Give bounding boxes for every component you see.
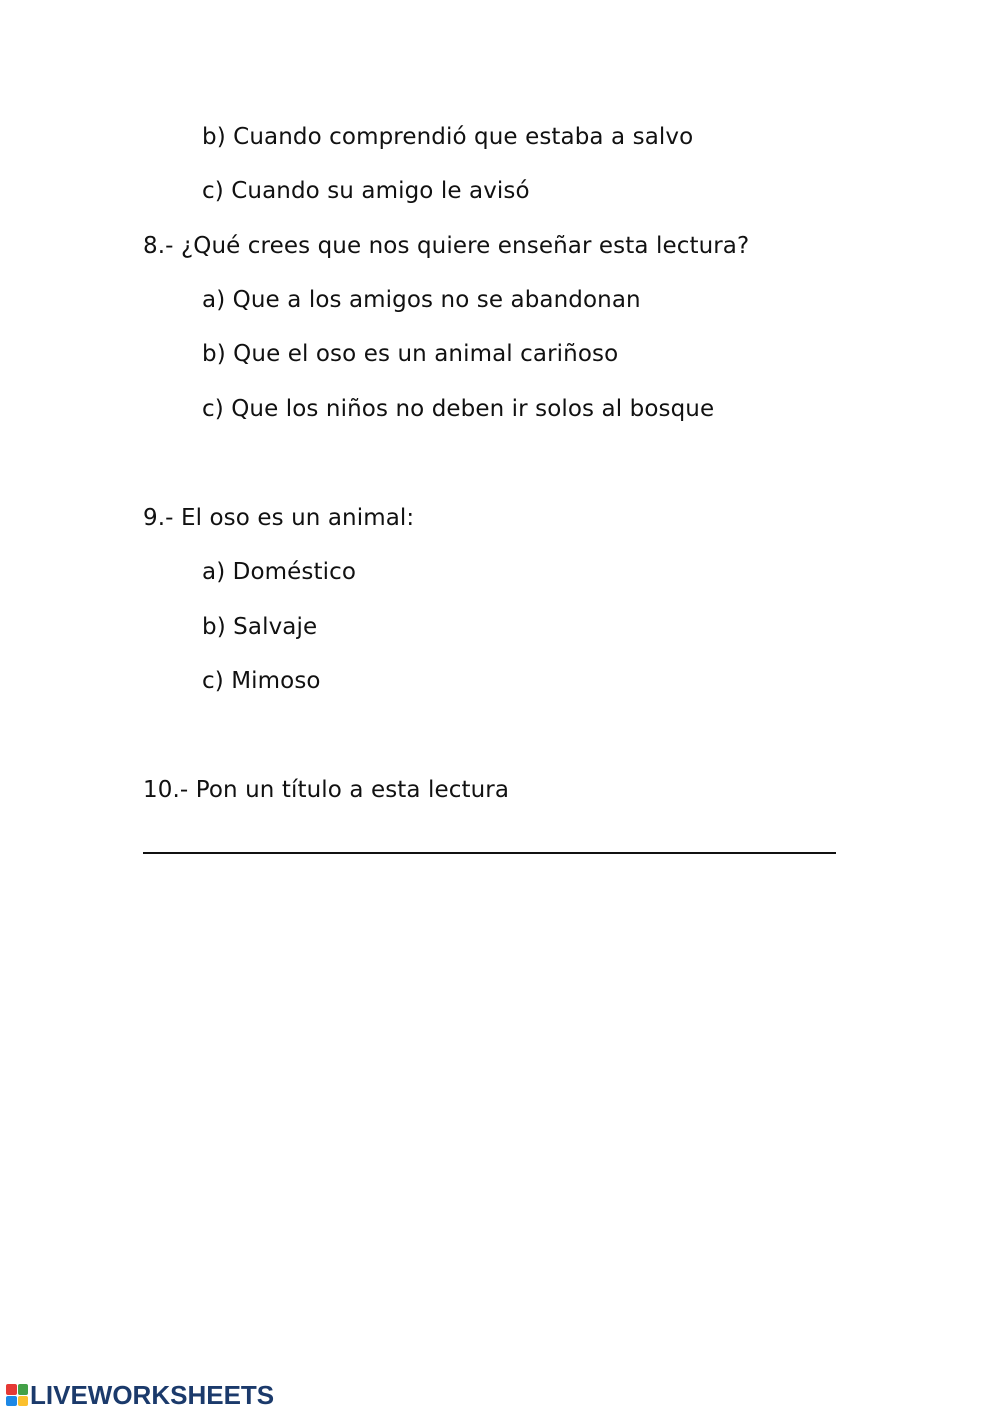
liveworksheets-logo <box>6 1380 274 1410</box>
q8-option-b[interactable]: b) Que el oso es un animal cariñoso <box>202 341 619 367</box>
q7-option-c[interactable]: c) Cuando su amigo le avisó <box>202 178 530 204</box>
liveworksheets-logo-icon <box>6 1384 28 1406</box>
q7-option-b[interactable]: b) Cuando comprendió que estaba a salvo <box>202 124 694 150</box>
logo-square-green <box>18 1384 29 1395</box>
q9-option-a[interactable]: a) Doméstico <box>202 559 357 585</box>
q10-question: 10.- Pon un título a esta lectura <box>143 777 510 803</box>
q9-option-c[interactable]: c) Mimoso <box>202 668 321 694</box>
liveworksheets-brand-text: LIVEWORKSHEETS <box>30 1380 275 1410</box>
logo-square-blue <box>6 1396 17 1407</box>
logo-square-yellow <box>18 1396 29 1407</box>
q8-option-c[interactable]: c) Que los niños no deben ir solos al bosque <box>202 396 715 422</box>
q8-option-a[interactable]: a) Que a los amigos no se abandonan <box>202 287 641 313</box>
logo-square-red <box>6 1384 17 1395</box>
q8-question: 8.- ¿Qué crees que nos quiere enseñar esta lectura? <box>143 233 750 259</box>
q9-question: 9.- El oso es un animal: <box>143 505 415 531</box>
q9-option-b[interactable]: b) Salvaje <box>202 614 318 640</box>
q10-answer-line[interactable] <box>143 852 836 854</box>
